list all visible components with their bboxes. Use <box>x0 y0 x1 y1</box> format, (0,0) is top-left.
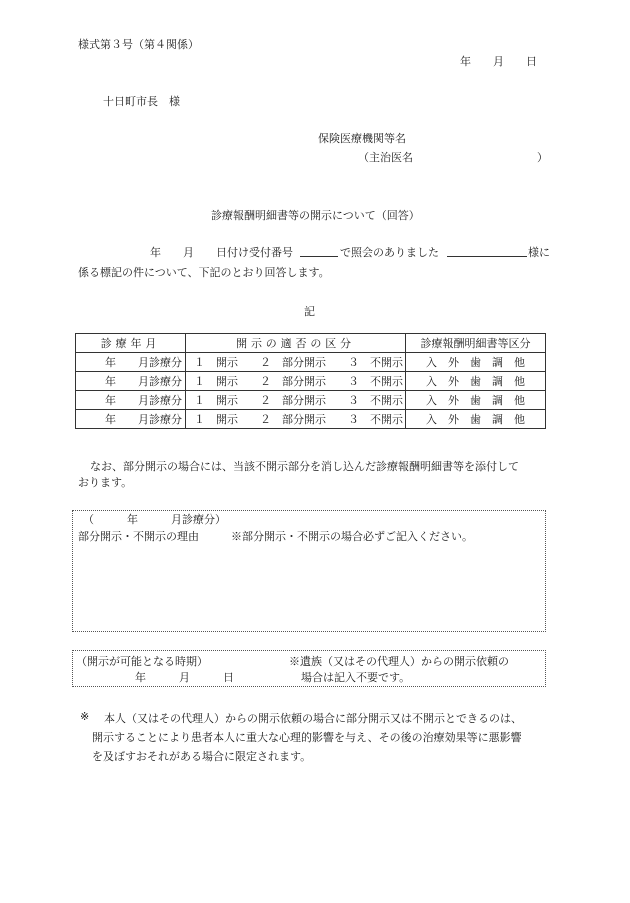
type-gai: 外 <box>448 394 459 407</box>
option-disclose: １ 開示 <box>194 356 238 369</box>
ki-heading: 記 <box>304 305 315 318</box>
type-nyu: 入 <box>426 394 437 407</box>
header-disclosure: 開示の適否の区分 <box>186 334 406 353</box>
body-line1-c: 様に <box>528 246 550 259</box>
addressee: 十日町市長 様 <box>103 95 180 108</box>
type-cho: 調 <box>492 375 503 388</box>
type-cho: 調 <box>492 356 503 369</box>
form-number: 様式第３号（第４関係） <box>78 38 199 51</box>
body-line2: 係る標記の件について、下記のとおり回答します。 <box>78 266 330 279</box>
option-partial: ２ 部分開示 <box>260 413 326 426</box>
sender-org: 保険医療機関等名 <box>318 132 406 145</box>
type-gai: 外 <box>448 356 459 369</box>
note-line1: なお、部分開示の場合には、当該不開示部分を消し込んだ診療報酬明細書等を添付して <box>90 460 519 473</box>
header-type: 診療報酬明細書等区分 <box>406 334 546 353</box>
table-row <box>76 353 546 372</box>
type-options <box>406 372 546 391</box>
type-options <box>406 410 546 429</box>
type-shi: 歯 <box>470 375 481 388</box>
option-disclose: １ 開示 <box>194 413 238 426</box>
type-cho: 調 <box>492 413 503 426</box>
type-options <box>406 353 546 372</box>
option-nondisclose: ３ 不開示 <box>348 413 403 426</box>
footnote-line1: 本人（又はその代理人）からの開示依頼の場合に部分開示又は不開示とできるのは、 <box>104 712 522 725</box>
availability-note1: ※遺族（又はその代理人）からの開示依頼の <box>289 655 509 668</box>
type-ta: 他 <box>514 413 525 426</box>
option-partial: ２ 部分開示 <box>260 375 326 388</box>
type-gai: 外 <box>448 413 459 426</box>
disclosure-options <box>186 391 406 410</box>
option-nondisclose: ３ 不開示 <box>348 394 403 407</box>
type-ta: 他 <box>514 356 525 369</box>
table-row <box>76 410 546 429</box>
period-cell: 年 月診療分 <box>76 391 186 410</box>
disclosure-options <box>186 410 406 429</box>
disclosure-options <box>186 372 406 391</box>
period-cell: 年 月診療分 <box>76 372 186 391</box>
type-shi: 歯 <box>470 356 481 369</box>
type-gai: 外 <box>448 375 459 388</box>
reason-note: ※部分開示・不開示の場合必ずご記入ください。 <box>231 530 473 543</box>
table-row <box>76 372 546 391</box>
header-period: 診療年月 <box>76 334 186 353</box>
availability-label: （開示が可能となる時期） <box>76 655 208 668</box>
patient-name-blank <box>447 256 527 257</box>
receipt-number-blank <box>300 256 338 257</box>
type-ta: 他 <box>514 375 525 388</box>
type-ta: 他 <box>514 394 525 407</box>
body-line1-b: で照会のありました <box>340 246 439 259</box>
type-nyu: 入 <box>426 413 437 426</box>
option-disclose: １ 開示 <box>194 394 238 407</box>
footnote-mark: ※ <box>80 710 90 723</box>
date-line: 年 月 日 <box>460 55 537 68</box>
period-cell: 年 月診療分 <box>76 353 186 372</box>
disclosure-options <box>186 353 406 372</box>
type-cho: 調 <box>492 394 503 407</box>
reason-period: （ 年 月診療分） <box>83 513 226 526</box>
availability-note2: 場合は記入不要です。 <box>301 671 411 684</box>
reason-label: 部分開示・不開示の理由 <box>78 530 199 543</box>
availability-date: 年 月 日 <box>135 671 234 684</box>
sender-doctor-open: （主治医名 <box>358 151 413 164</box>
reason-box <box>72 510 546 632</box>
note-line2: おります。 <box>78 476 133 489</box>
option-nondisclose: ３ 不開示 <box>348 356 403 369</box>
option-disclose: １ 開示 <box>194 375 238 388</box>
option-partial: ２ 部分開示 <box>260 356 326 369</box>
availability-box <box>72 650 546 687</box>
type-shi: 歯 <box>470 394 481 407</box>
type-shi: 歯 <box>470 413 481 426</box>
type-nyu: 入 <box>426 356 437 369</box>
sender-doctor-close: ） <box>537 151 548 164</box>
body-line1-a: 年 月 日付け受付番号 <box>150 246 293 259</box>
document-title: 診療報酬明細書等の開示について（回答） <box>211 209 420 222</box>
period-cell: 年 月診療分 <box>76 410 186 429</box>
type-nyu: 入 <box>426 375 437 388</box>
table-row <box>76 391 546 410</box>
footnote-line3: を及ぼすおそれがある場合に限定されます。 <box>92 750 312 763</box>
type-options <box>406 391 546 410</box>
option-partial: ２ 部分開示 <box>260 394 326 407</box>
footnote-line2: 開示することにより患者本人に重大な心理的影響を与え、その後の治療効果等に悪影響 <box>92 731 522 744</box>
disclosure-table <box>75 333 546 429</box>
table-header-row <box>76 334 546 353</box>
option-nondisclose: ３ 不開示 <box>348 375 403 388</box>
